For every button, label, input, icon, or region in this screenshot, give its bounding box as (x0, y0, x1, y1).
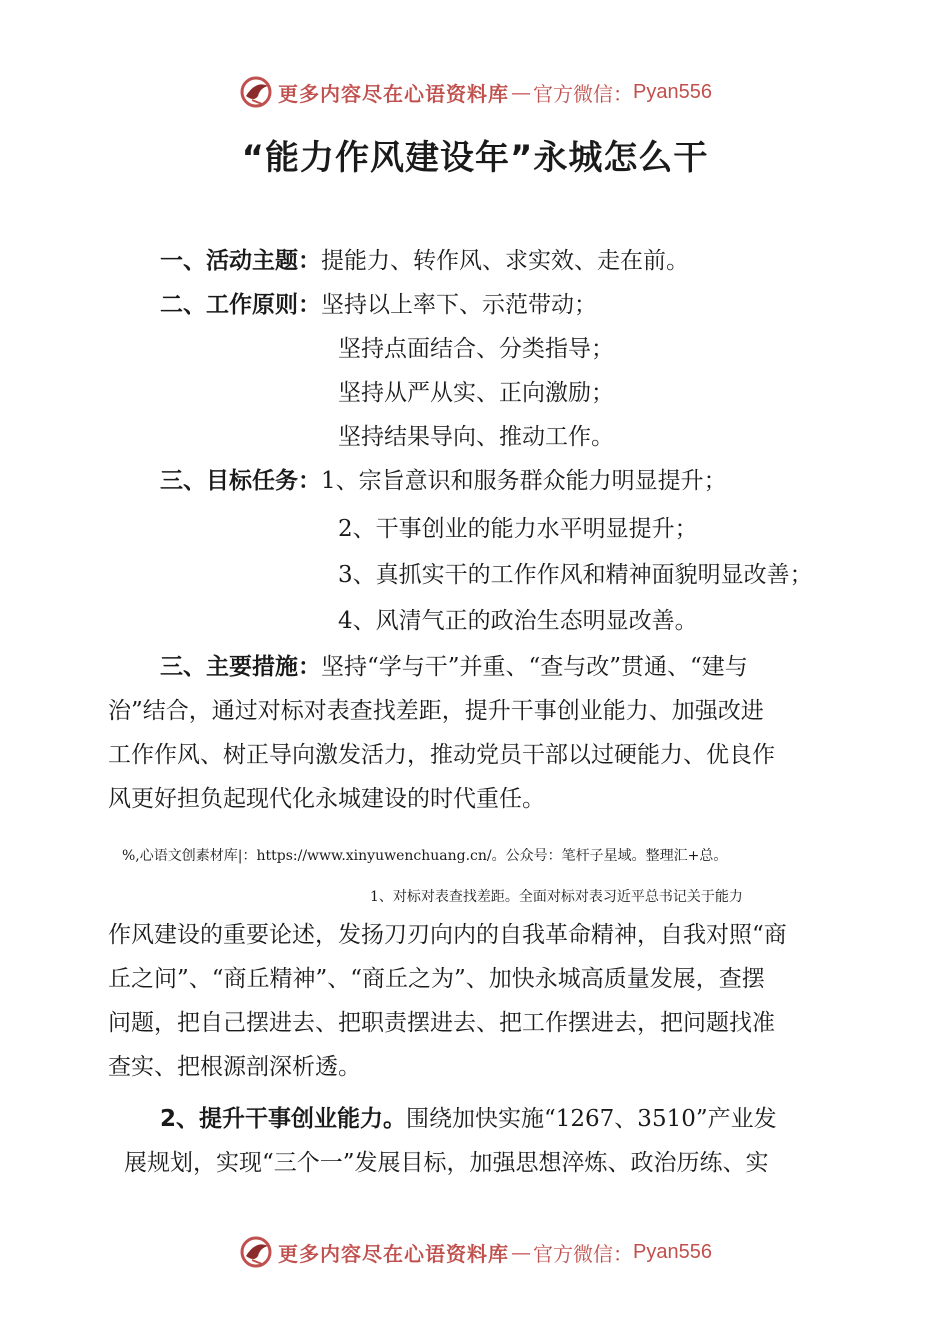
measures-row (160, 652, 748, 682)
banner-text: 更多内容尽在心语资料库 (278, 81, 510, 106)
measures-line: 工作作风、树正导向激发活力，推动党员干部以过硬能力、优良作 (108, 742, 775, 768)
goals-label: 三、目标任务： (160, 468, 321, 494)
page-title: “能力作风建设年”永城怎么干 (241, 138, 709, 178)
watermark-line: %,心语文创素材库|：https://www.xinyuwenchuang.cn/。公众号：笔杆子星域。整理汇+总。 (122, 848, 728, 864)
item2-line: 展规划，实现“三个一”发展目标，加强思想淬炼、政治历练、实 (124, 1150, 769, 1176)
principle-item: 坚持点面结合、分类指导； (338, 336, 614, 362)
item1-line: 丘之问”、“商丘精神”、“商丘之为”、加快永城高质量发展，查摆 (108, 966, 765, 992)
principle-item: 坚持从严从实、正向激励； (338, 380, 614, 406)
measures-line: 坚持“学与干”并重、“查与改”贯通、“建与 (321, 654, 748, 680)
goals-row (160, 466, 727, 496)
item1-line: 查实、把根源剖深析透。 (108, 1054, 361, 1080)
bird-logo-icon (238, 74, 274, 110)
principles-label: 二、工作原则： (160, 292, 321, 318)
item2-line: 围绕加快实施“1267、3510”产业发 (406, 1106, 777, 1132)
banner-wechat-id: Pyan556 (633, 80, 712, 103)
banner-wechat-id: Pyan556 (633, 1240, 712, 1263)
goal-item: 4、风清气正的政治生态明显改善。 (338, 608, 698, 634)
measures-line: 治”结合，通过对标对表查找差距，提升干事创业能力、加强改进 (108, 698, 764, 724)
item1-line: 问题，把自己摆进去、把职责摆进去、把工作摆进去，把问题找准 (108, 1010, 775, 1036)
theme-text: 提能力、转作风、求实效、走在前。 (321, 248, 689, 274)
goal-item: 1、宗旨意识和服务群众能力明显提升； (321, 468, 727, 494)
bird-logo-icon (238, 1234, 274, 1270)
item2-label: 2、提升干事创业能力。 (160, 1106, 407, 1132)
item1-heading: 1、对标对表查找差距。全面对标对表习近平总书记关于能力 (370, 889, 743, 905)
banner-separator: — (511, 1240, 532, 1264)
banner-separator: — (511, 80, 532, 104)
goal-item: 3、真抓实干的工作作风和精神面貌明显改善； (338, 562, 813, 588)
goal-item: 2、干事创业的能力水平明显提升； (338, 516, 698, 542)
principle-item: 坚持结果导向、推动工作。 (338, 424, 614, 450)
footer-banner (0, 1232, 950, 1272)
banner-text: 更多内容尽在心语资料库 (278, 1241, 510, 1266)
principle-item: 坚持以上率下、示范带动； (321, 292, 597, 318)
principles-row (160, 290, 597, 320)
header-banner (0, 72, 950, 112)
banner-wechat-label: 官方微信： (533, 81, 634, 106)
measures-label: 三、主要措施： (160, 654, 321, 680)
banner-wechat-label: 官方微信： (533, 1241, 634, 1266)
theme-label: 一、活动主题： (160, 248, 321, 274)
item2-row (160, 1104, 777, 1134)
measures-line: 风更好担负起现代化永城建设的时代重任。 (108, 786, 545, 812)
item1-line: 作风建设的重要论述，发扬刀刃向内的自我革命精神，自我对照“商 (108, 922, 787, 948)
theme-row (160, 246, 689, 276)
